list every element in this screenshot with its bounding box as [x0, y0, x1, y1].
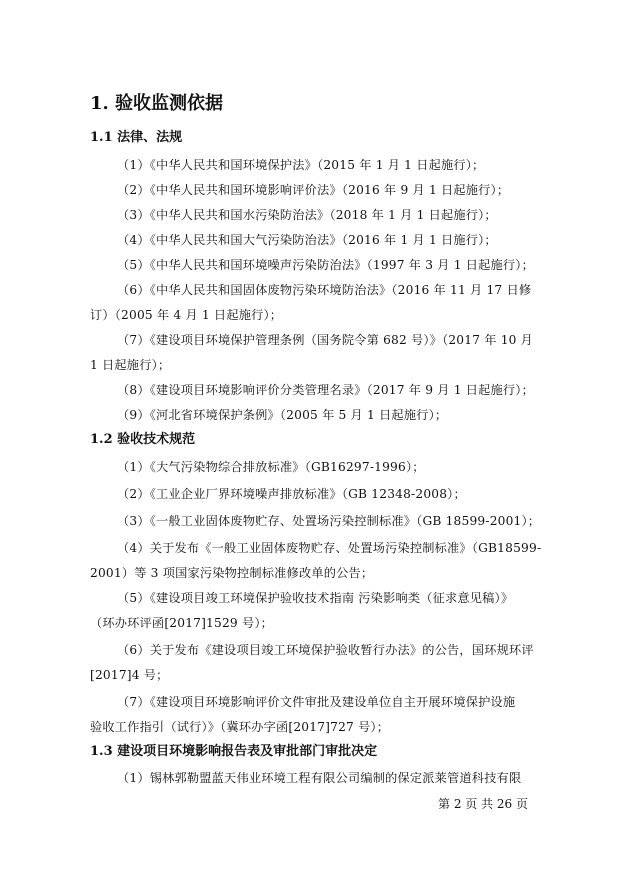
- law-item-5: （5）《中华人民共和国环境噪声污染防治法》（1997 年 3 月 1 日起施行）；: [117, 258, 534, 272]
- law-item-7: （7）《建设项目环境保护管理条例（国务院令第 682 号）》（2017 年 10 月: [117, 333, 534, 347]
- page-number: 第 2 页 共 26 页: [438, 797, 528, 811]
- standard-item-7: （7）《建设项目环境影响评价文件审批及建设单位自主开展环境保护设施: [117, 695, 516, 709]
- law-item-9: （9）《河北省环境保护条例》（2005 年 5 月 1 日起施行）；: [117, 408, 448, 422]
- law-item-6: （6）《中华人民共和国固体废物污染环境防治法》（2016 年 11 月 17 日修: [117, 283, 532, 297]
- standard-item-7-cont: 验收工作指引（试行）》（冀环办字函[2017]727 号）；: [90, 720, 390, 734]
- standard-item-3: （3）《一般工业固体废物贮存、处置场污染控制标准》（GB 18599-2001）；: [117, 514, 541, 528]
- law-item-2: （2）《中华人民共和国环境影响评价法》（2016 年 9 月 1 日起施行）；: [117, 183, 510, 197]
- standard-item-2: （2）《工业企业厂界环境噪声排放标准》（GB 12348-2008）；: [117, 487, 466, 501]
- subsection-title-1-2: 1.2 验收技术规范: [90, 432, 196, 447]
- standard-item-4: （4）关于发布《一般工业固体废物贮存、处置场污染控制标准》（GB18599-: [117, 541, 542, 555]
- standard-item-6: （6）关于发布《建设项目竣工环境保护验收暂行办法》的公告，国环规环评: [117, 643, 534, 657]
- law-item-6-cont: 订）（2005 年 4 月 1 日起施行）；: [90, 308, 283, 322]
- section-heading: 1. 验收监测依据: [90, 93, 224, 114]
- law-item-8: （8）《建设项目环境影响评价分类管理名录》（2017 年 9 月 1 日起施行）；: [117, 383, 534, 397]
- law-item-4: （4）《中华人民共和国大气污染防治法》（2016 年 1 月 1 日施行）；: [117, 233, 497, 247]
- standard-item-1: （1）《大气污染物综合排放标准》（GB16297-1996）；: [117, 460, 425, 474]
- report-item-1: （1）锡林郭勒盟蓝天伟业环境工程有限公司编制的保定派莱管道科技有限: [117, 771, 522, 785]
- law-item-7-cont: 1 日起施行）；: [90, 358, 171, 372]
- standard-item-6-cont: [2017]4 号；: [90, 668, 169, 682]
- standard-item-4-cont: 2001）等 3 项国家污染物控制标准修改单的公告；: [90, 566, 374, 580]
- law-item-1: （1）《中华人民共和国环境保护法》（2015 年 1 月 1 日起施行）；: [117, 158, 485, 172]
- standard-item-5-cont: （环办环评函[2017]1529 号）；: [90, 616, 274, 630]
- subsection-title-1-1: 1.1 法律、法规: [90, 130, 183, 145]
- standard-item-5: （5）《建设项目竣工环境保护验收技术指南 污染影响类（征求意见稿）》: [117, 591, 514, 605]
- subsection-title-1-3: 1.3 建设项目环境影响报告表及审批部门审批决定: [90, 744, 378, 759]
- law-item-3: （3）《中华人民共和国水污染防治法》（2018 年 1 月 1 日起施行）；: [117, 208, 497, 222]
